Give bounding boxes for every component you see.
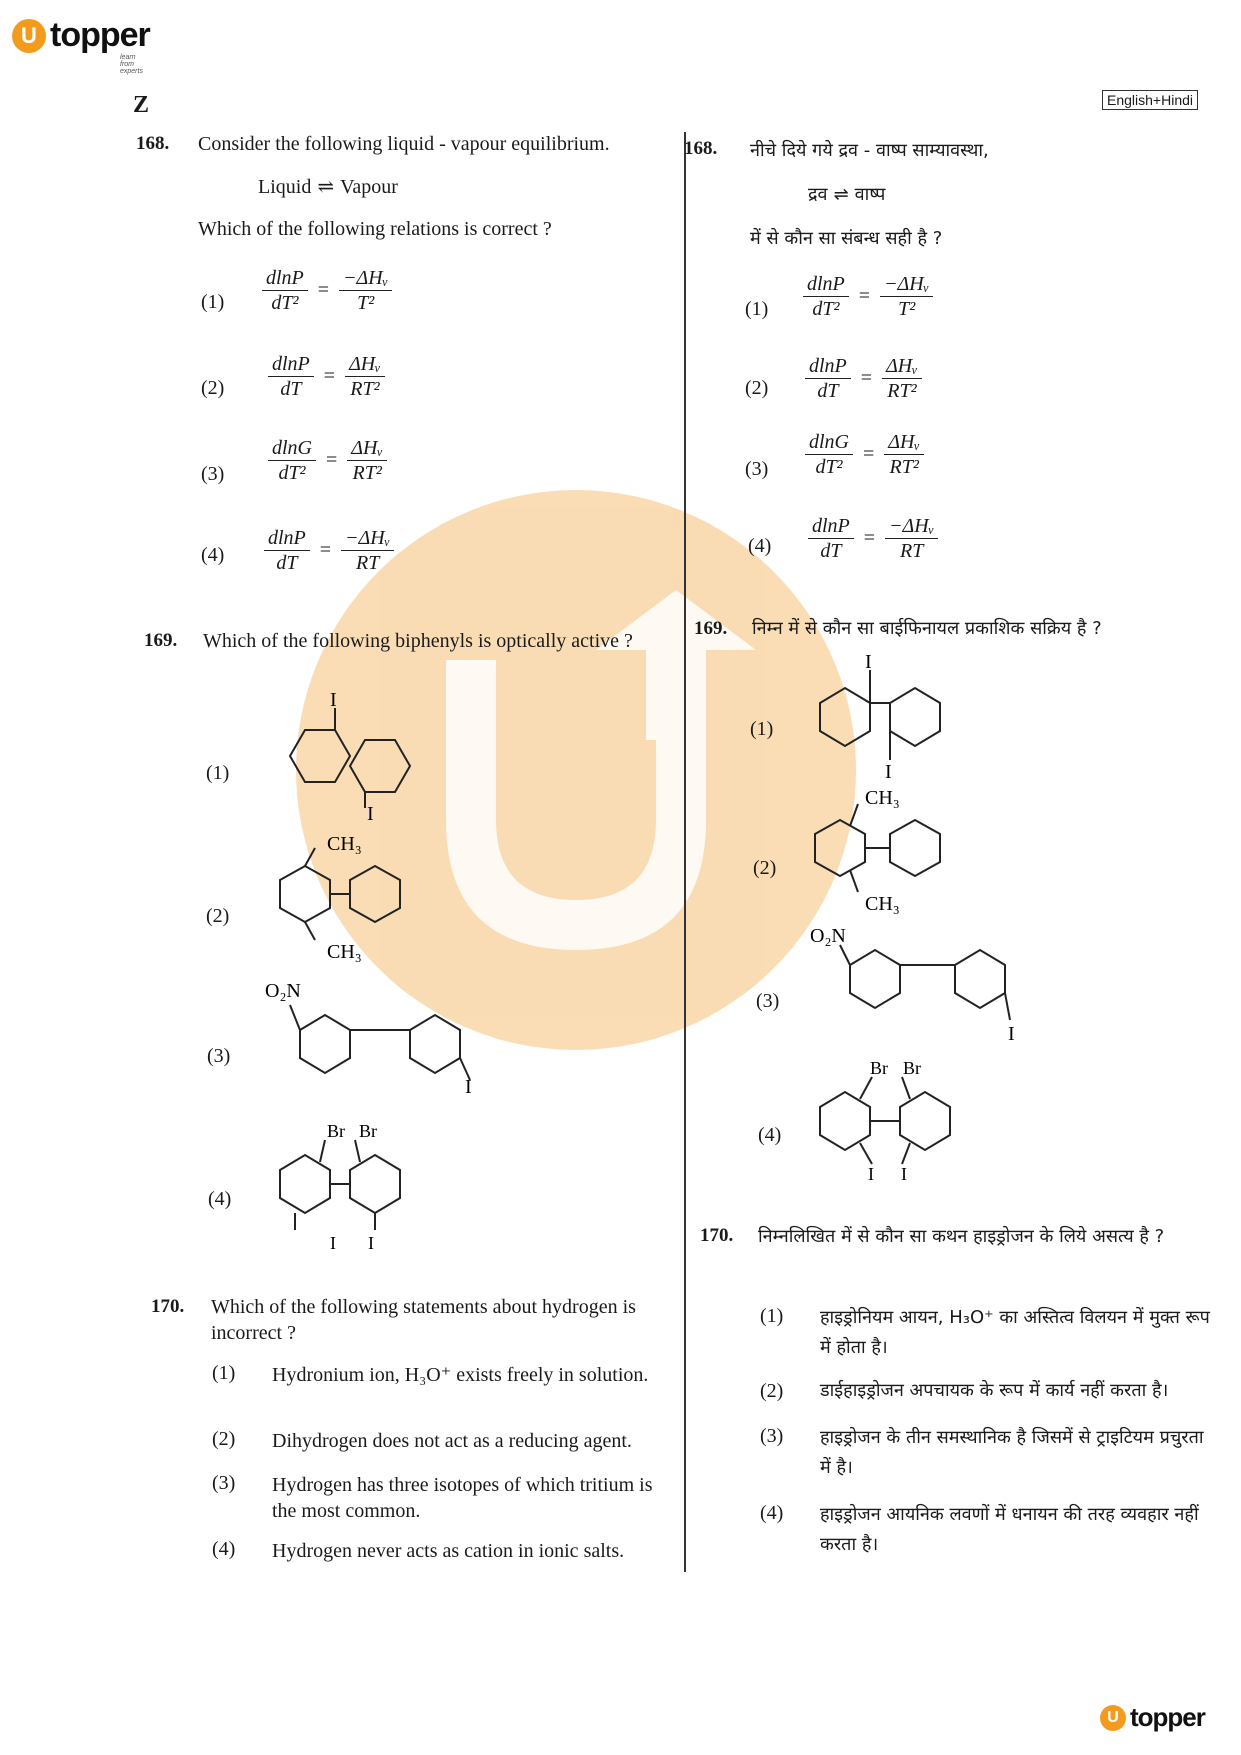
q168-opt4-label-en: (4) — [201, 544, 225, 566]
biphenyl-structure-1-hi — [795, 648, 995, 778]
q170-opt1-text-en: Hydronium ion, H₃O⁺ exists freely in solution. — [272, 1364, 649, 1386]
q168-ask-hi: में से कौन सा संबन्ध सही है ? — [750, 228, 943, 249]
q170-opt3-text-hi: हाइड्रोजन के तीन समस्थानिक है जिसमें से ट्राइटियम प्रचुरता में है। — [820, 1427, 1204, 1478]
q169-opt4-label-hi: (4) — [758, 1124, 782, 1146]
lhs-num: dlnP — [268, 352, 314, 377]
topper-u-icon: U — [1100, 1705, 1126, 1731]
topper-logo[interactable] — [12, 16, 150, 75]
rhs-num: −ΔHᵥ — [341, 526, 394, 551]
biphenyl-structure-2-en — [255, 830, 455, 970]
substituent: I — [868, 1164, 874, 1184]
q169-opt1-label-en: (1) — [206, 762, 230, 784]
rhs-den: RT² — [350, 378, 380, 400]
q168-number-hi: 168. — [684, 138, 718, 159]
lhs-den: dT — [280, 378, 302, 400]
lhs-num: dlnP — [264, 526, 310, 551]
equals-sign: = — [317, 279, 330, 301]
substituent: I — [865, 651, 872, 673]
equilibrium-arrows-icon: ⇌ — [317, 176, 335, 198]
footer-logo-word: topper — [1130, 1702, 1205, 1732]
q170-text-en: Which of the following statements about hydrogen is incorrect ? — [211, 1296, 636, 1344]
set-code: Z — [133, 92, 150, 118]
q170-opt3-text-en: Hydrogen has three isotopes of which tritium is the most common. — [272, 1474, 653, 1522]
substituent: I — [901, 1164, 907, 1184]
q168-text-hi: नीचे दिये गये द्रव - वाष्प साम्यावस्था, — [750, 140, 989, 161]
substituent: I — [1008, 1023, 1015, 1045]
language-badge: English+Hindi — [1102, 90, 1198, 110]
substituent: Br — [359, 1121, 377, 1141]
biphenyl-structure-3-en — [255, 975, 485, 1095]
q168-ask-en: Which of the following relations is correct ? — [198, 218, 552, 240]
q170-opt4-text-hi: हाइड्रोजन आयनिक लवणों में धनायन की तरह व्यवहार नहीं करता है। — [820, 1504, 1199, 1555]
rhs-den: T² — [357, 292, 375, 314]
column-divider — [684, 132, 686, 1572]
logo-tagline: learn from experts — [120, 54, 143, 75]
lhs-den: dT² — [815, 456, 843, 478]
q168-opt3-label-en: (3) — [201, 463, 225, 485]
rhs-num: ΔHᵥ — [884, 430, 924, 455]
q170-opt4-text-en: Hydrogen never acts as cation in ionic salts. — [272, 1540, 625, 1562]
rhs-den: RT — [356, 552, 380, 574]
substituent: I — [885, 761, 892, 778]
lhs-den: dT — [817, 380, 839, 402]
q168-opt3-formula-en — [268, 436, 387, 485]
eq-right: वाष्प — [854, 184, 886, 205]
q170-opt1-label-en: (1) — [212, 1362, 236, 1384]
lhs-num: dlnP — [803, 272, 849, 297]
equals-sign: = — [860, 367, 873, 389]
rhs-den: T² — [898, 298, 916, 320]
topper-u-icon: U — [12, 19, 46, 53]
rhs-num: ΔHᵥ — [347, 436, 387, 461]
eq-left: Liquid — [258, 176, 312, 198]
biphenyl-structure-3-hi — [800, 920, 1030, 1055]
q168-opt1-formula-hi — [803, 272, 933, 321]
q169-text-hi: निम्न में से कौन सा बाईफिनायल प्रकाशिक सक्रिय है ? — [752, 618, 1102, 639]
q169-number-en: 169. — [144, 630, 178, 651]
q170-opt4-label-hi: (4) — [760, 1502, 784, 1524]
q170-opt3-label-hi: (3) — [760, 1425, 784, 1447]
substituent: Br — [870, 1058, 888, 1078]
q168-opt2-formula-en — [268, 352, 385, 401]
q168-opt1-formula-en — [262, 266, 392, 315]
substituent: CH₃ — [865, 893, 900, 915]
substituent: O₂N — [265, 980, 301, 1002]
biphenyl-structure-4-en — [255, 1115, 465, 1255]
equals-sign: = — [863, 443, 875, 465]
biphenyl-structure-4-hi — [800, 1052, 1010, 1192]
q169-opt3-label-hi: (3) — [756, 990, 780, 1012]
substituent: CH₃ — [327, 833, 362, 855]
lhs-den: dT² — [278, 462, 306, 484]
q170-number-en: 170. — [151, 1296, 185, 1317]
q170-number-hi: 170. — [700, 1225, 734, 1246]
substituent: I — [330, 690, 337, 711]
q170-opt2-text-hi: डाईहाइड्रोजन अपचायक के रूप में कार्य नहीं करता है। — [820, 1380, 1169, 1401]
substituent: CH₃ — [865, 787, 900, 809]
q170-opt4-label-en: (4) — [212, 1538, 236, 1560]
substituent: I — [368, 1233, 374, 1253]
rhs-den: RT² — [887, 380, 917, 402]
equals-sign: = — [858, 285, 871, 307]
substituent: CH₃ — [327, 941, 362, 963]
q169-opt2-label-en: (2) — [206, 905, 230, 927]
q170-text-hi: निम्नलिखित में से कौन सा कथन हाइड्रोजन के लिये असत्य है ? — [758, 1226, 1165, 1247]
q168-opt2-formula-hi — [805, 354, 922, 403]
rhs-num: −ΔHᵥ — [885, 514, 938, 539]
rhs-num: −ΔHᵥ — [880, 272, 933, 297]
q169-text-en: Which of the following biphenyls is optically active ? — [203, 630, 633, 652]
substituent: Br — [903, 1058, 921, 1078]
lhs-num: dlnP — [805, 354, 851, 379]
rhs-num: −ΔHᵥ — [339, 266, 392, 291]
q168-text-en: Consider the following liquid - vapour equilibrium. — [198, 133, 610, 155]
logo-word: topper — [50, 16, 150, 54]
biphenyl-structure-2-hi — [800, 784, 1000, 924]
rhs-num: ΔHᵥ — [345, 352, 385, 377]
q169-number-hi: 169. — [694, 618, 728, 639]
q170-opt1-label-hi: (1) — [760, 1305, 784, 1327]
equals-sign: = — [863, 527, 876, 549]
q168-equilibrium-hi — [808, 182, 885, 206]
q169-opt3-label-en: (3) — [207, 1045, 231, 1067]
q168-opt1-label-hi: (1) — [745, 298, 769, 320]
lhs-num: dlnG — [268, 436, 316, 461]
q168-opt2-label-hi: (2) — [745, 377, 769, 399]
q168-equilibrium-en — [258, 174, 398, 200]
q168-opt4-formula-hi — [808, 514, 938, 563]
q168-opt3-label-hi: (3) — [745, 458, 769, 480]
q168-opt4-label-hi: (4) — [748, 535, 772, 557]
equilibrium-arrows-icon: ⇌ — [833, 183, 849, 205]
rhs-den: RT² — [352, 462, 382, 484]
q169-opt4-label-en: (4) — [208, 1188, 232, 1210]
footer-topper-logo[interactable] — [1100, 1702, 1205, 1733]
substituent: Br — [327, 1121, 345, 1141]
substituent: I — [465, 1076, 472, 1095]
q168-opt3-formula-hi — [805, 430, 924, 479]
q170-opt2-label-en: (2) — [212, 1428, 236, 1450]
rhs-num: ΔHᵥ — [882, 354, 922, 379]
rhs-den: RT — [900, 540, 924, 562]
eq-left: द्रव — [808, 184, 828, 205]
eq-right: Vapour — [340, 176, 398, 198]
lhs-den: dT² — [271, 292, 299, 314]
rhs-den: RT² — [889, 456, 919, 478]
substituent: I — [367, 803, 374, 820]
lhs-num: dlnG — [805, 430, 853, 455]
lhs-den: dT — [820, 540, 842, 562]
lhs-den: dT — [276, 552, 298, 574]
q169-opt2-label-hi: (2) — [753, 857, 777, 879]
q170-opt2-label-hi: (2) — [760, 1380, 784, 1402]
q168-number-en: 168. — [136, 133, 170, 154]
substituent: O₂N — [810, 925, 846, 947]
biphenyl-structure-1-en — [255, 690, 455, 820]
q168-opt4-formula-en — [264, 526, 394, 575]
substituent: I — [330, 1233, 336, 1253]
q169-opt1-label-hi: (1) — [750, 718, 774, 740]
q170-opt1-text-hi: हाइड्रोनियम आयन, H₃O⁺ का अस्तित्व विलयन में मुक्त रूप में होता है। — [820, 1307, 1210, 1358]
lhs-num: dlnP — [262, 266, 308, 291]
lhs-den: dT² — [812, 298, 840, 320]
q170-opt2-text-en: Dihydrogen does not act as a reducing agent. — [272, 1430, 632, 1452]
q168-opt2-label-en: (2) — [201, 377, 225, 399]
q170-opt3-label-en: (3) — [212, 1472, 236, 1494]
equals-sign: = — [326, 449, 338, 471]
lhs-num: dlnP — [808, 514, 854, 539]
equals-sign: = — [323, 365, 336, 387]
equals-sign: = — [319, 539, 332, 561]
q168-opt1-label-en: (1) — [201, 291, 225, 313]
